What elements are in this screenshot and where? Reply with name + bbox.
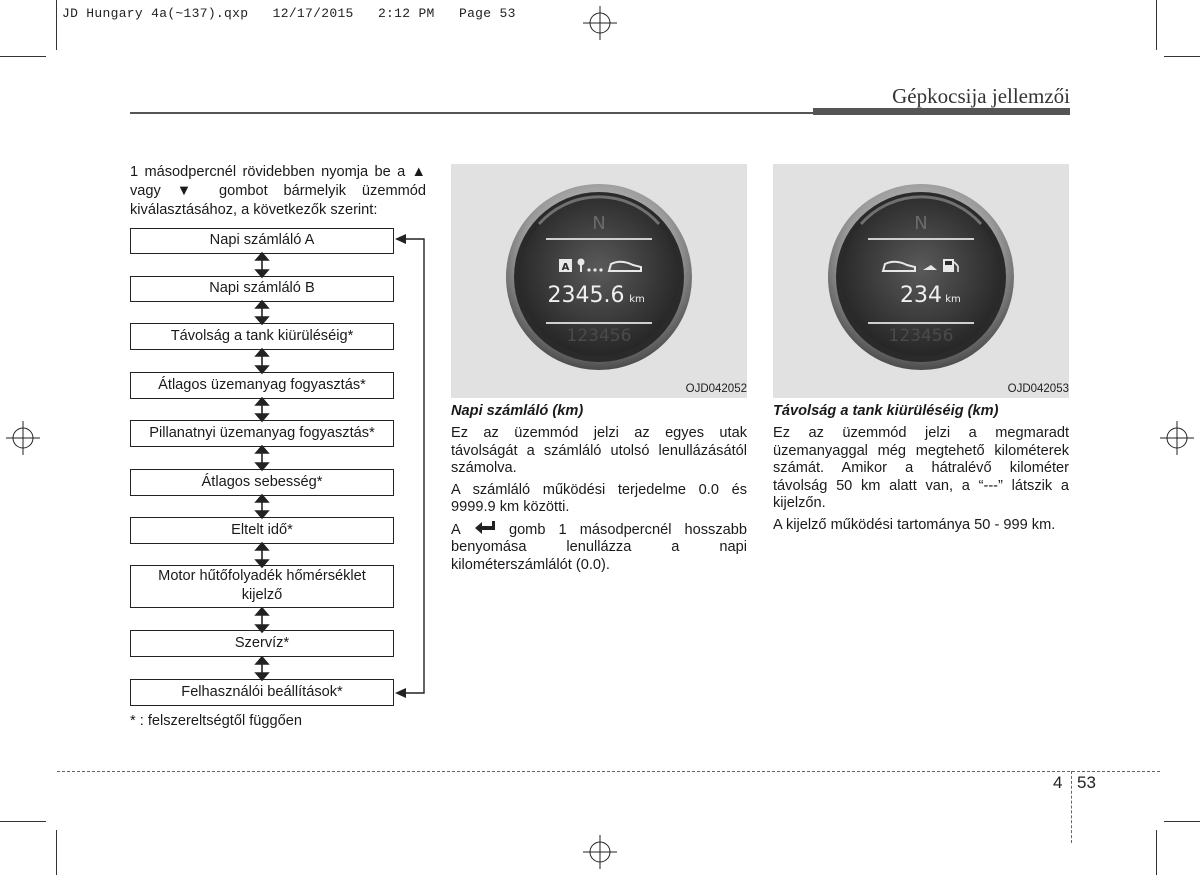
odometer-ghost: 123456 bbox=[566, 326, 632, 346]
double-arrow-icon bbox=[256, 657, 268, 680]
crop-mark-bottom-left-h bbox=[0, 821, 46, 822]
cluster-photo-range bbox=[773, 164, 1069, 398]
dial-letter: N bbox=[592, 213, 606, 234]
odometer-ghost: 123456 bbox=[888, 326, 954, 346]
registration-mark-top-icon bbox=[583, 6, 617, 40]
header-rule bbox=[130, 112, 813, 114]
double-arrow-icon bbox=[256, 253, 268, 277]
crop-mark-bottom-right-v bbox=[1156, 830, 1157, 875]
trip-a-label: A bbox=[561, 262, 570, 273]
paragraph: Ez az üzemmód jelzi az egyes utak távolságát a számláló utolsó lenullázásától számolva. bbox=[451, 425, 747, 476]
flow-item-tavolsag: Távolság a tank kiürüléséig* bbox=[130, 323, 394, 350]
paragraph-reset bbox=[451, 521, 747, 575]
registration-mark-bottom-icon bbox=[583, 835, 617, 869]
double-arrow-icon bbox=[256, 398, 268, 421]
dial-letter: N bbox=[914, 213, 928, 234]
double-arrow-icon bbox=[256, 608, 268, 632]
flow-item-felhasznaloi-beallitasok: Felhasználói beállítások* bbox=[130, 679, 394, 706]
trip-unit: km bbox=[629, 294, 645, 305]
caption-distance-to-empty: Távolság a tank kiürüléséig (km) bbox=[773, 403, 999, 419]
fuel-pump-icon bbox=[943, 259, 954, 272]
registration-mark-right-icon bbox=[1160, 421, 1194, 455]
text-fragment: A bbox=[451, 521, 461, 538]
double-arrow-icon bbox=[256, 446, 268, 470]
flow-item-motor-hutofolyadek: Motor hűtőfolyadék hőmérséklet kijelző bbox=[130, 565, 394, 608]
flow-arrows bbox=[240, 228, 440, 708]
double-arrow-icon bbox=[256, 543, 268, 567]
paragraph: Ez az üzemmód jelzi a megmaradt üzemanyaggal még megtehető kilométerek számát. Amikor a hátralévő kilométer távolság 50 km alatt van, a “---” látszik a kijelzőn. bbox=[773, 425, 1069, 511]
instrument-cluster-image bbox=[773, 164, 1069, 398]
flow-item-napi-szamlalo-b: Napi számláló B bbox=[130, 276, 394, 302]
instrument-cluster-image bbox=[451, 164, 747, 398]
flow-item-szerviz: Szervíz* bbox=[130, 630, 394, 657]
caption-trip-meter: Napi számláló (km) bbox=[451, 403, 584, 419]
crop-mark-bottom-right-h bbox=[1164, 821, 1200, 822]
return-loop-arrow bbox=[398, 239, 424, 693]
intro-text: 1 másodpercnél rövidebben nyomja be a ▲ vagy ▼ gombot bármelyik üzemmód kiválasztásához, a következők szerint: bbox=[130, 164, 426, 218]
chapter-number: 4 bbox=[1053, 773, 1063, 792]
photo-code: OJD042053 bbox=[1007, 383, 1069, 395]
footer-dashed-rule bbox=[57, 771, 1160, 772]
trip-meter-description bbox=[451, 425, 747, 578]
paragraph: A kijelző működési tartománya 50 - 999 km. bbox=[773, 516, 1056, 533]
flow-item-napi-szamlalo-a: Napi számláló A bbox=[130, 228, 394, 254]
crop-mark-top-right-h bbox=[1164, 56, 1200, 57]
crop-mark-top-right-v bbox=[1156, 0, 1157, 50]
double-arrow-icon bbox=[256, 349, 268, 373]
footnote: * : felszereltségtől függően bbox=[130, 713, 302, 729]
page-number: 53 bbox=[1077, 773, 1096, 792]
print-info: JD Hungary 4a(~137).qxp 12/17/2015 2:12 PM Page 53 bbox=[62, 6, 516, 21]
range-unit: km bbox=[945, 294, 961, 305]
crop-mark-top-left-v bbox=[56, 0, 57, 50]
crop-mark-bottom-left-v bbox=[56, 830, 57, 875]
flow-item-pillanatnyi-fogyasztas: Pillanatnyi üzemanyag fogyasztás* bbox=[130, 420, 394, 447]
cluster-photo-trip-a bbox=[451, 164, 747, 398]
footer-page-divider bbox=[1071, 771, 1072, 843]
section-title: Gépkocsija jellemzői bbox=[892, 84, 1070, 108]
flow-item-atlagos-sebesseg: Átlagos sebesség* bbox=[130, 469, 394, 496]
flow-item-atlagos-fogyasztas: Átlagos üzemanyag fogyasztás* bbox=[130, 372, 394, 399]
distance-to-empty-description bbox=[773, 425, 1069, 538]
double-arrow-icon bbox=[256, 301, 268, 324]
header-rule-accent bbox=[813, 108, 1070, 115]
photo-code: OJD042052 bbox=[685, 383, 747, 395]
range-reading: 234 bbox=[900, 283, 942, 308]
paragraph: A számláló működési terjedelme 0.0 és 9999.9 km közötti. bbox=[451, 481, 747, 515]
crop-mark-top-left-h bbox=[0, 56, 46, 57]
flow-item-eltelt-ido: Eltelt idő* bbox=[130, 517, 394, 544]
registration-mark-left-icon bbox=[6, 421, 40, 455]
double-arrow-icon bbox=[256, 495, 268, 518]
text-fragment: gomb 1 másodpercnél hosszabb benyomása lenullázza a napi kilométerszámlálót (0.0). bbox=[451, 521, 748, 573]
trip-reading: 2345.6 bbox=[547, 283, 625, 308]
enter-button-icon bbox=[474, 521, 496, 535]
